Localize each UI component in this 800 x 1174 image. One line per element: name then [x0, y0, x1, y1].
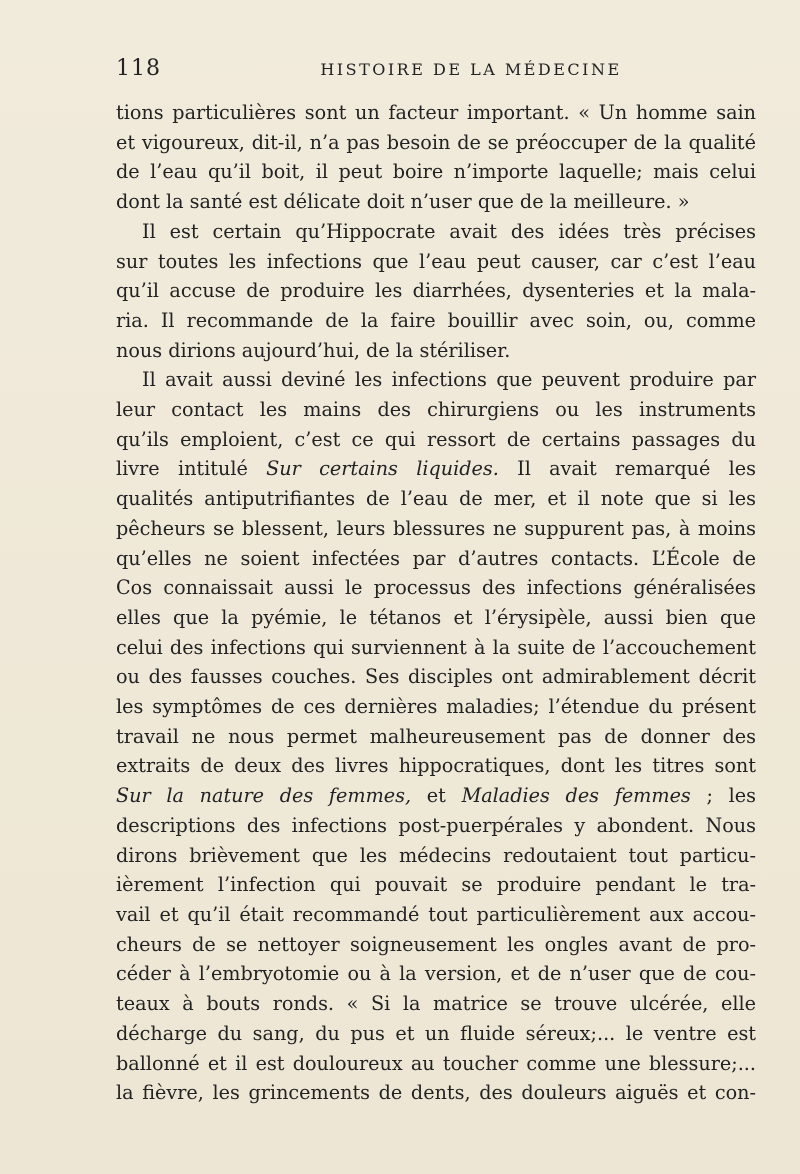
text-line: extraits de deux des livres hippocratiques, dont les titres sont: [116, 754, 756, 778]
page-number: 118: [116, 56, 161, 81]
text-line: qu’ils emploient, c’est ce qui ressort de certains passages du: [116, 427, 756, 451]
page-header: [116, 56, 756, 86]
text-line: la fièvre, les grincements de dents, des douleurs aiguës et con-: [116, 1081, 756, 1105]
text-line: pêcheurs se blessent, leurs blessures ne suppurent pas, à moins: [116, 516, 756, 540]
text-line: sur toutes les infections que l’eau peut causer, car c’est l’eau: [116, 249, 756, 273]
text-line: teaux à bouts ronds. « Si la matrice se trouve ulcérée, elle: [116, 992, 756, 1016]
body-text: [116, 98, 756, 1108]
text-segment: Il avait remarqué les: [517, 457, 756, 481]
book-title-maladies-des-femmes: Maladies des femmes: [461, 784, 691, 808]
text-line: ièrement l’infection qui pouvait se produire pendant le tra-: [116, 873, 756, 897]
text-line: nous dirions aujourd’hui, de la stériliser.: [116, 338, 511, 362]
text-line: celui des infections qui surviennent à la suite de l’accouchement: [116, 635, 756, 659]
book-title-sur-certains-liquides: Sur certains liquides.: [266, 457, 499, 481]
text-line: [116, 781, 756, 811]
text-line: décharge du sang, du pus et un fluide séreux;... le ventre est: [116, 1021, 756, 1045]
text-line: dirons brièvement que les médecins redoutaient tout particu-: [116, 843, 756, 867]
text-line: Il est certain qu’Hippocrate avait des idées très précises: [142, 219, 756, 243]
text-line: qu’elles ne soient infectées par d’autres contacts. L’École de: [116, 546, 756, 570]
text-line: elles que la pyémie, le tétanos et l’érysipèle, aussi bien que: [116, 605, 756, 629]
text-segment: et: [426, 784, 446, 808]
text-line: vail et qu’il était recommandé tout particulièrement aux accou-: [116, 902, 756, 926]
text-segment: ; les: [706, 784, 756, 808]
text-line: tions particulières sont un facteur important. « Un homme sain: [116, 101, 756, 124]
book-title-nature-des-femmes: Sur la nature des femmes,: [116, 784, 412, 808]
text-line: de l’eau qu’il boit, il peut boire n’importe laquelle; mais celui: [116, 160, 756, 184]
text-line: les symptômes de ces dernières maladies; l’étendue du présent: [116, 695, 756, 719]
text-line: cheurs de se nettoyer soigneusement les ongles avant de pro-: [116, 932, 756, 956]
text-line: et vigoureux, dit-il, n’a pas besoin de se préoccuper de la qualité: [116, 130, 756, 154]
text-line: travail ne nous permet malheureusement pas de donner des: [116, 724, 756, 748]
text-line: ria. Il recommande de la faire bouillir avec soin, ou, comme: [116, 308, 756, 332]
text-line: Il avait aussi deviné les infections que peuvent produire par: [142, 368, 756, 392]
text-line: qu’il accuse de produire les diarrhées, dysenteries et la mala-: [116, 279, 756, 303]
text-line: leur contact les mains des chirurgiens ou les instruments: [116, 398, 756, 422]
text-line: qualités antiputrifiantes de l’eau de mer, et il note que si les: [116, 487, 756, 511]
text-segment: livre intitulé: [116, 457, 248, 481]
text-line: céder à l’embryotomie ou à la version, et de n’user que de cou-: [116, 962, 756, 986]
text-line: descriptions des infections post-puerpérales y abondent. Nous: [116, 813, 756, 837]
text-line: ballonné et il est douloureux au toucher comme une blessure;...: [116, 1051, 756, 1075]
text-line: dont la santé est délicate doit n’user que de la meilleure. »: [116, 190, 690, 214]
text-line: Cos connaissait aussi le processus des infections généralisées: [116, 576, 756, 600]
text-line: ou des fausses couches. Ses disciples ont admirablement décrit: [116, 665, 756, 689]
running-title: HISTOIRE DE LA MÉDECINE: [320, 60, 622, 79]
text-line: [116, 454, 756, 484]
